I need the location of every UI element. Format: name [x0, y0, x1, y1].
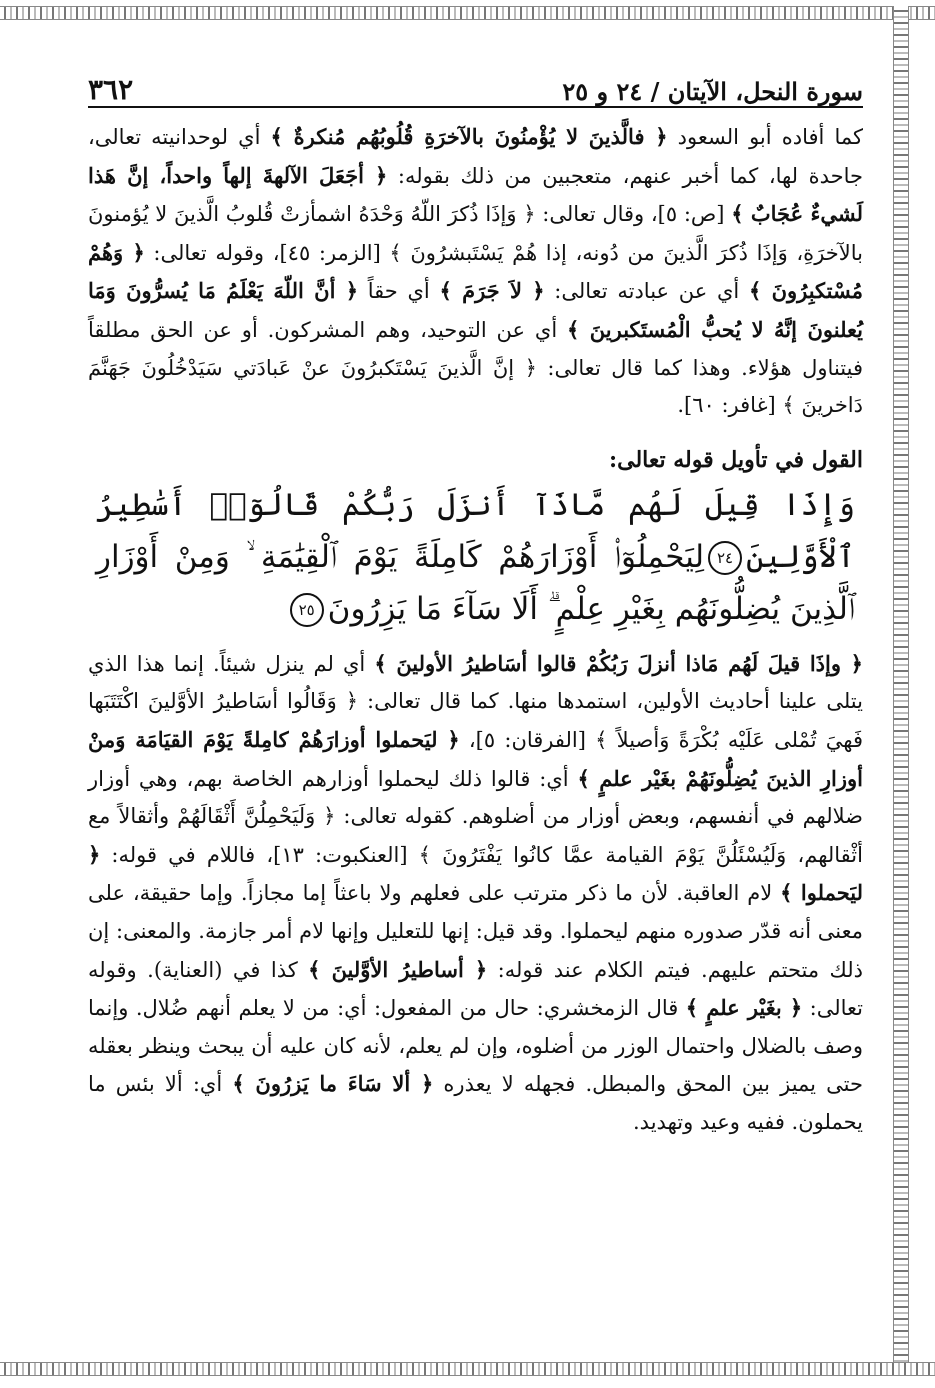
quran-quote: ﴿ وَهُمْ مُسْتكبِرُونَ ﴾ — [88, 239, 863, 304]
quran-quote: ﴿ ألا سَاءَ ما يَزرُونَ ﴾ — [232, 1071, 434, 1097]
text-span: أي لوحدانيته تعالى، جاحدة لها، كما أخبر عنهم، متعجبين من ذلك بقوله: — [88, 125, 863, 188]
page-border-bottom — [0, 1362, 935, 1376]
commentary-paragraph-2 — [88, 645, 863, 1142]
text-span: أي عن التوحيد، وهم المشركون. أو عن الحق مطلقاً فيتناول هؤلاء. وهذا كما قال تعالى: ﴿ إنَّ الَّذينَ يَسْتَكبرُونَ عنْ عَبادَتي سَيَدْخُلُونَ جَهَنَّمَ دَاخرينَ ﴾ [غافر: ٦٠]. — [88, 317, 863, 418]
verse-text: وَإِذَا قِيلَ لَهُم مَّاذَآ أَنزَلَ رَبُّكُمْ قَالُوٓا۟ أَسَٰطِيرُ ٱلْأَوَّلِينَ — [96, 486, 855, 575]
text-span: كذا في (العناية). وقوله تعالى: — [88, 957, 864, 1021]
running-title: سورة النحل، الآيتان / ٢٤ و ٢٥ — [562, 77, 863, 106]
quran-verse-block — [88, 479, 863, 635]
text-span: لام العاقبة. لأن ما ذكر مترتب على فعلهم ولا باعثاً إما مجازاً. وإما حقيقة، على معنى أنه قدّر صدوره منهم ليحملوا. وقد قيل: إنها للتعليل وإنها لام أمر جازمة. والمعنى: إن ذلك متحتم عليهم. فيتم الكلام عند قوله: — [88, 881, 863, 982]
quran-quote: ﴿ أجَعَلَ الآلهةَ إلهاً واحداً، إنَّ هَذا لَشيءٌ عُجَابٌ ﴾ — [88, 162, 863, 227]
quran-quote: ﴿ وإذَا قيلَ لَهُم مَاذا أنزلَ رَبُكُمْ قالوا أسَاطيرُ الأولينَ ﴾ — [374, 650, 863, 676]
text-span: أي لم ينزل شيئاً. إنما هذا الذي يتلى علينا أحاديث الأولين، استمدها منها. كما قال تعالى: ﴿ وَقَالُوا أسَاطيرُ الأوَّلينَ اكْتَتَبَها فَهيَ تُمْلى عَلَيْه بُكْرَةً وَأصيلاً ﴾ [الفرقان: ٥]، — [88, 651, 864, 752]
book-page — [88, 60, 863, 1141]
text-span: أي عن عبادته تعالى: — [544, 279, 749, 304]
quran-quote: ﴿ ليَحملوا ﴾ — [88, 841, 863, 906]
page-border-top — [0, 6, 935, 20]
commentary-paragraph-1 — [88, 118, 863, 425]
ayah-number-marker: ٢٥ — [290, 593, 324, 627]
section-heading: القول في تأويل قوله تعالى: — [609, 446, 863, 473]
page-header — [88, 60, 863, 108]
text-span: [ص: ٥]، وقال تعالى: ﴿ وَإذَا ذُكرَ اللّهُ وَحْدَهُ اشمأزتْ قُلوبُ الَّذينَ لا يُؤمنونَ بالآخرَةِ، وَإذَا ذُكرَ الَّذينَ من دُونه، إذا هُمْ يَسْتَبشرُونَ ﴾ [الزمر: ٤٥]، وقوله تعالى: — [88, 202, 863, 265]
quran-quote: ﴿ فالَّذينَ لا يُؤْمنُونَ بالآخرَةِ قُلُوبُهُم مُنكرةٌ ﴾ — [270, 124, 668, 149]
page-border-right — [893, 6, 909, 1376]
text-span: أي: ألا بئس ما يحملون. ففيه وعيد وتهديد. — [88, 1072, 863, 1134]
quran-quote: ﴿ أساطيرُ الأوَّلينَ ﴾ — [308, 956, 488, 982]
text-span: أي: قالوا ذلك ليحملوا أوزارهم الخاصة بهم، وهي أوزار ضلالهم في أنفسهم، وبعض أوزار من أضلوهم. كقوله تعالى: ﴿ وَلَيَحْمِلُنَّ أَثْقَالَهُمْ وأثقالاً مع أثْقالهم، وَلَيُسْئَلُنَّ يَوْمَ القيامة عمَّا كانُوا يَفْتَرُونَ ﴾ [العنكبوت: ١٣]، فاللام في قوله: — [88, 766, 863, 867]
text-span: قال الزمخشري: حال من المفعول: أي: من لا يعلم أنهم ضُلال. وإنما وصف بالضلال واحتمال الوزر من أضلوه، وإن لم يعلم، لأنه كان عليه أن يبحث وينظر بعقله حتى يميز بين المحق والمبطل. فجهله لا يعذره — [88, 996, 863, 1097]
text-span: أي حقاً — [358, 279, 440, 304]
quran-quote: ﴿ لاَ جَرَمَ ﴾ — [439, 278, 545, 304]
quran-quote: ﴿ ليَحملوا أوزارَهُمْ كامِلةً يَوْمَ القيَامَة وَمنْ أوزارِ الذينَ يُضِلُّونَهُمْ بغَيْر علمٍ ﴾ — [88, 726, 863, 791]
page-number: ٣٦٢ — [88, 73, 134, 106]
quran-quote: ﴿ بغَيْر علمٍ ﴾ — [685, 995, 803, 1021]
text-span: كما أفاده أبو السعود — [667, 125, 863, 149]
quran-quote: ﴿ أنَّ اللّهَ يَعْلَمُ مَا يُسرُّونَ وَمَا يُعلنونَ إنَّهُ لا يُحبُّ الْمُستَكبرينَ ﴾ — [88, 278, 863, 342]
verse-text: لِيَحْمِلُوٓا۟ أَوْزَارَهُمْ كَامِلَةً يَوْمَ ٱلْقِيَٰمَةِ ۙ وَمِنْ أَوْزَارِ ٱلَّذِينَ يُضِلُّونَهُم بِغَيْرِ عِلْمٍ ۗ أَلَا سَآءَ مَا يَزِرُونَ — [96, 538, 855, 627]
ayah-number-marker: ٢٤ — [708, 541, 742, 575]
